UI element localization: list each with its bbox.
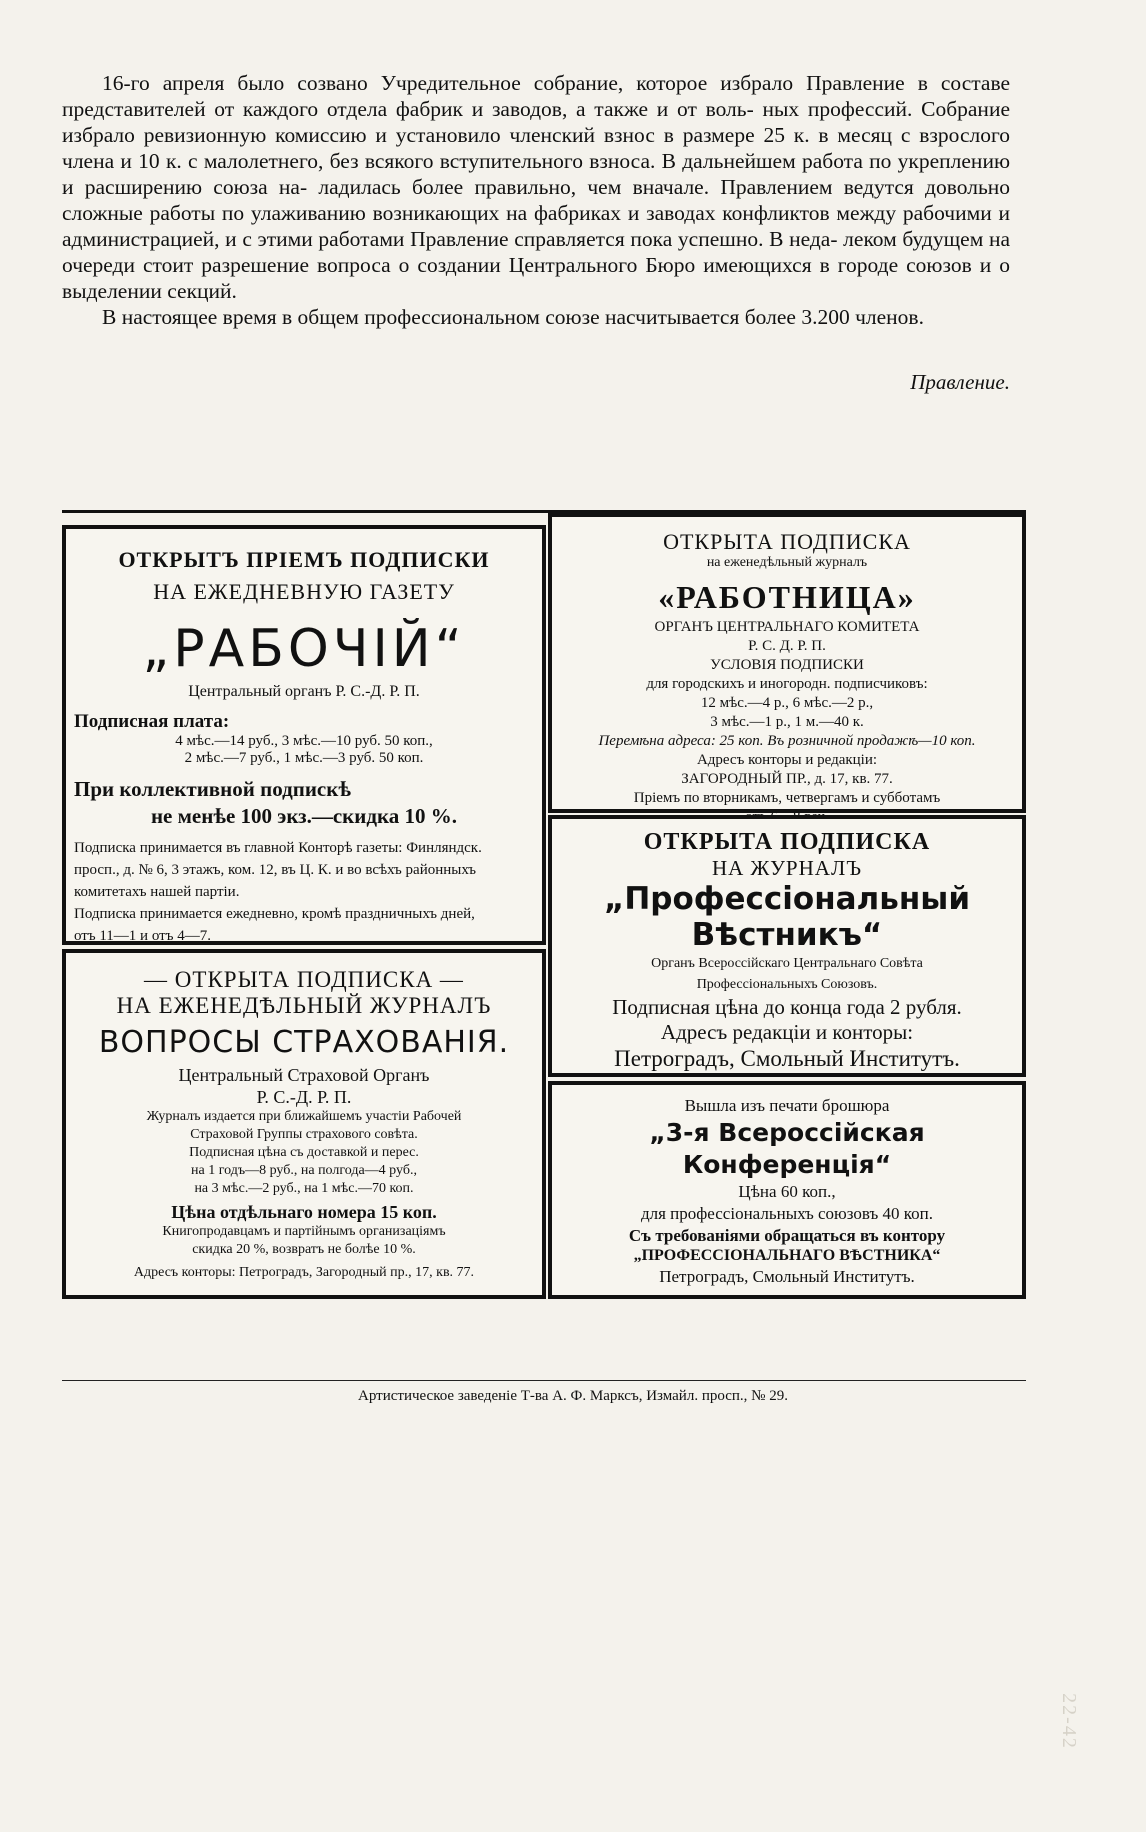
discount-line: Книгопродавцамъ и партійнымъ организаціямъ: [162, 1224, 446, 1239]
text-line: взнос в размере 25 к. в месяц с взрослого члена и 10 к. с малолетнего, без всякого: [62, 123, 1010, 173]
detail-line: Страховой Группы страхового совѣта.: [190, 1127, 418, 1142]
detail-line: 12 мѣс.—4 р., 6 мѣс.—2 р.,: [700, 695, 874, 711]
text-line: вступительного взноса. В дальнейшем работа по укреплению и расширению союза на-: [62, 149, 1011, 199]
payment-line: 4 мѣс.—14 руб., 3 мѣс.—10 руб. 50 коп.,: [175, 733, 433, 749]
ad-title: Вѣстникъ“: [691, 917, 883, 953]
ad-title: «РАБОТНИЦА»: [658, 579, 916, 615]
payment-line: 2 мѣс.—7 руб., 1 мѣс.—3 руб. 50 коп.: [184, 750, 424, 766]
text-line: ных профессий. Собрание избрало ревизионную комиссию и установило членский: [62, 97, 1010, 147]
detail-line: Подписная цѣна съ доставкой и перес.: [189, 1145, 419, 1160]
text-line: по улаживанию возникающих на фабриках и заводах конфликтов между рабочими и: [221, 201, 1011, 225]
advertisements-area: [62, 510, 1026, 1309]
ad-subheading: НА ЕЖЕДНЕВНУЮ ГАЗЕТУ: [153, 579, 455, 604]
address: Адресъ конторы: Петроградъ, Загородный пр., 17, кв. 77.: [133, 1265, 475, 1280]
address-change-note: Перемѣна адреса: 25 коп. Въ розничной продажѣ—10 коп.: [598, 733, 976, 749]
prose-section: [62, 70, 1010, 330]
detail-line: Подписка принимается въ главной Конторѣ газеты: Финляндск.: [74, 840, 482, 856]
detail-line: ОРГАНЪ ЦЕНТРАЛЬНАГО КОМИТЕТА: [654, 619, 920, 635]
collective-discount: не менѣе 100 экз.—скидка 10 %.: [150, 804, 458, 828]
paragraph-2: [62, 304, 1010, 330]
text-line: членов.: [855, 305, 924, 329]
text-line: имеющихся в городе союзов и о выделении секций.: [62, 253, 1010, 303]
detail-line: Подписка принимается ежедневно, кромѣ праздничныхъ дней,: [74, 906, 475, 922]
printer-imprint: Артистическое заведеніе Т-ва А. Ф. Марксъ, Измайл. просп., № 29.: [358, 1388, 788, 1404]
ad-title: „РАБОЧІЙ“: [142, 619, 466, 679]
detail-line: на 3 мѣс.—2 руб., на 1 мѣс.—70 коп.: [194, 1181, 414, 1196]
detail-line: ЗАГОРОДНЫЙ ПР., д. 17, кв. 77.: [681, 771, 893, 787]
paragraph-1: [62, 70, 1010, 304]
detail-line: Журналъ издается при ближайшемъ участіи Рабочей: [146, 1109, 462, 1124]
ad-organ: Р. С.-Д. Р. П.: [256, 1087, 352, 1107]
address: Петроградъ, Смольный Институтъ.: [659, 1267, 915, 1286]
detail-line: отъ 11—1 и отъ 4—7.: [74, 928, 211, 944]
issue-price: Цѣна отдѣльнаго номера 15 коп.: [171, 1202, 437, 1222]
payment-heading: Подписная плата:: [74, 711, 230, 732]
text-line: 16-го апреля было созвано Учредительное собрание, которое избрало Правление: [102, 71, 905, 95]
subscription-price: Подписная цѣна до конца года 2 рубля.: [612, 995, 962, 1019]
order-instructions: Съ требованіями обращаться въ контору: [628, 1226, 946, 1245]
discount-line: скидка 20 %, возвратъ не болѣе 10 %.: [192, 1242, 416, 1257]
detail-line: Пріемъ по вторникамъ, четвергамъ и субботамъ: [633, 790, 941, 806]
detail-line: на 1 годъ—8 руб., на полгода—4 руб.,: [191, 1163, 417, 1178]
detail-line: просп., д. № 6, 3 этажъ, ком. 12, въ Ц. К. и во всѣхъ районныхъ: [74, 862, 477, 878]
detail-line: Р. С. Д. Р. П.: [748, 638, 826, 654]
ad-subheading: НА ЕЖЕНЕДѢЛЬНЫЙ ЖУРНАЛЪ: [116, 993, 492, 1018]
ad-heading: Вышла изъ печати брошюра: [684, 1096, 890, 1115]
text-line: в составе представителей от каждого отдела фабрик и заводов, а также и от воль-: [62, 71, 1011, 121]
ad-organ: Центральный органъ Р. С.-Д. Р. П.: [188, 683, 420, 700]
ad-details: [74, 837, 534, 947]
ad-voprosy-strakhovaniya: [62, 949, 546, 1299]
ad-title: „Профессіональный: [603, 881, 971, 917]
ad-rabotnitsa: [548, 513, 1026, 813]
ad-subheading: на еженедѣльный журналъ: [706, 555, 868, 570]
ad-organ: Центральный Страховой Органъ: [178, 1065, 430, 1085]
detail-line: Адресъ конторы и редакціи:: [696, 752, 878, 768]
ad-professionalny-vestnik: [548, 815, 1026, 1077]
detail-line: комитетахъ нашей партіи.: [74, 884, 240, 900]
ad-third-conference: [548, 1081, 1026, 1299]
detail-line: УСЛОВІЯ ПОДПИСКИ: [710, 657, 864, 673]
ad-heading: ОТКРЫТЪ ПРІЕМЪ ПОДПИСКИ: [118, 547, 490, 572]
price-line: для профессіональныхъ союзовъ 40 коп.: [640, 1204, 934, 1223]
ad-title: ВОПРОСЫ СТРАХОВАНІЯ.: [98, 1025, 510, 1060]
text-line: администрацией, и с этими работами Правление справляется пока успешно. В неда-: [62, 227, 838, 251]
ad-heading: ОТКРЫТА ПОДПИСКА: [643, 829, 931, 855]
signature: Правление.: [910, 370, 1010, 394]
ad-organ: Профессіональныхъ Союзовъ.: [696, 977, 878, 992]
price-line: Цѣна 60 коп.,: [738, 1182, 836, 1201]
ad-title: Конференція“: [682, 1150, 892, 1179]
text-line: В настоящее время в общем профессиональном союзе насчитывается более 3.200: [102, 305, 850, 329]
address: Петроградъ, Смольный Институтъ.: [614, 1046, 960, 1071]
ad-rabochiy: [62, 525, 546, 945]
text-line: ладилась более правильно, чем вначале. Правлением ведутся довольно сложные работы: [62, 175, 1010, 225]
ad-subheading: НА ЖУРНАЛЪ: [711, 856, 863, 880]
page-folio: 22-42: [1057, 1693, 1080, 1750]
detail-line: для городскихъ и иногородн. подписчиковъ:: [646, 676, 928, 692]
ad-organ: Органъ Всероссійскаго Центральнаго Совѣта: [651, 956, 923, 971]
order-instructions: „ПРОФЕССІОНАЛЬНАГО ВѢСТНИКА“: [633, 1247, 941, 1264]
footer-rule: [62, 1380, 1026, 1381]
ad-heading: — ОТКРЫТА ПОДПИСКА —: [144, 967, 464, 992]
text-line: леком будущем на очереди стоит разрешение вопроса о создании Центрального Бюро: [62, 227, 1011, 277]
detail-line: 3 мѣс.—1 р., 1 м.—40 к.: [710, 714, 864, 730]
ad-heading: ОТКРЫТА ПОДПИСКА: [663, 529, 911, 554]
ad-title: „3-я Всероссійская: [649, 1118, 925, 1147]
collective-heading: При коллективной подпискѣ: [74, 777, 351, 801]
address-heading: Адресъ редакціи и конторы:: [660, 1020, 914, 1044]
